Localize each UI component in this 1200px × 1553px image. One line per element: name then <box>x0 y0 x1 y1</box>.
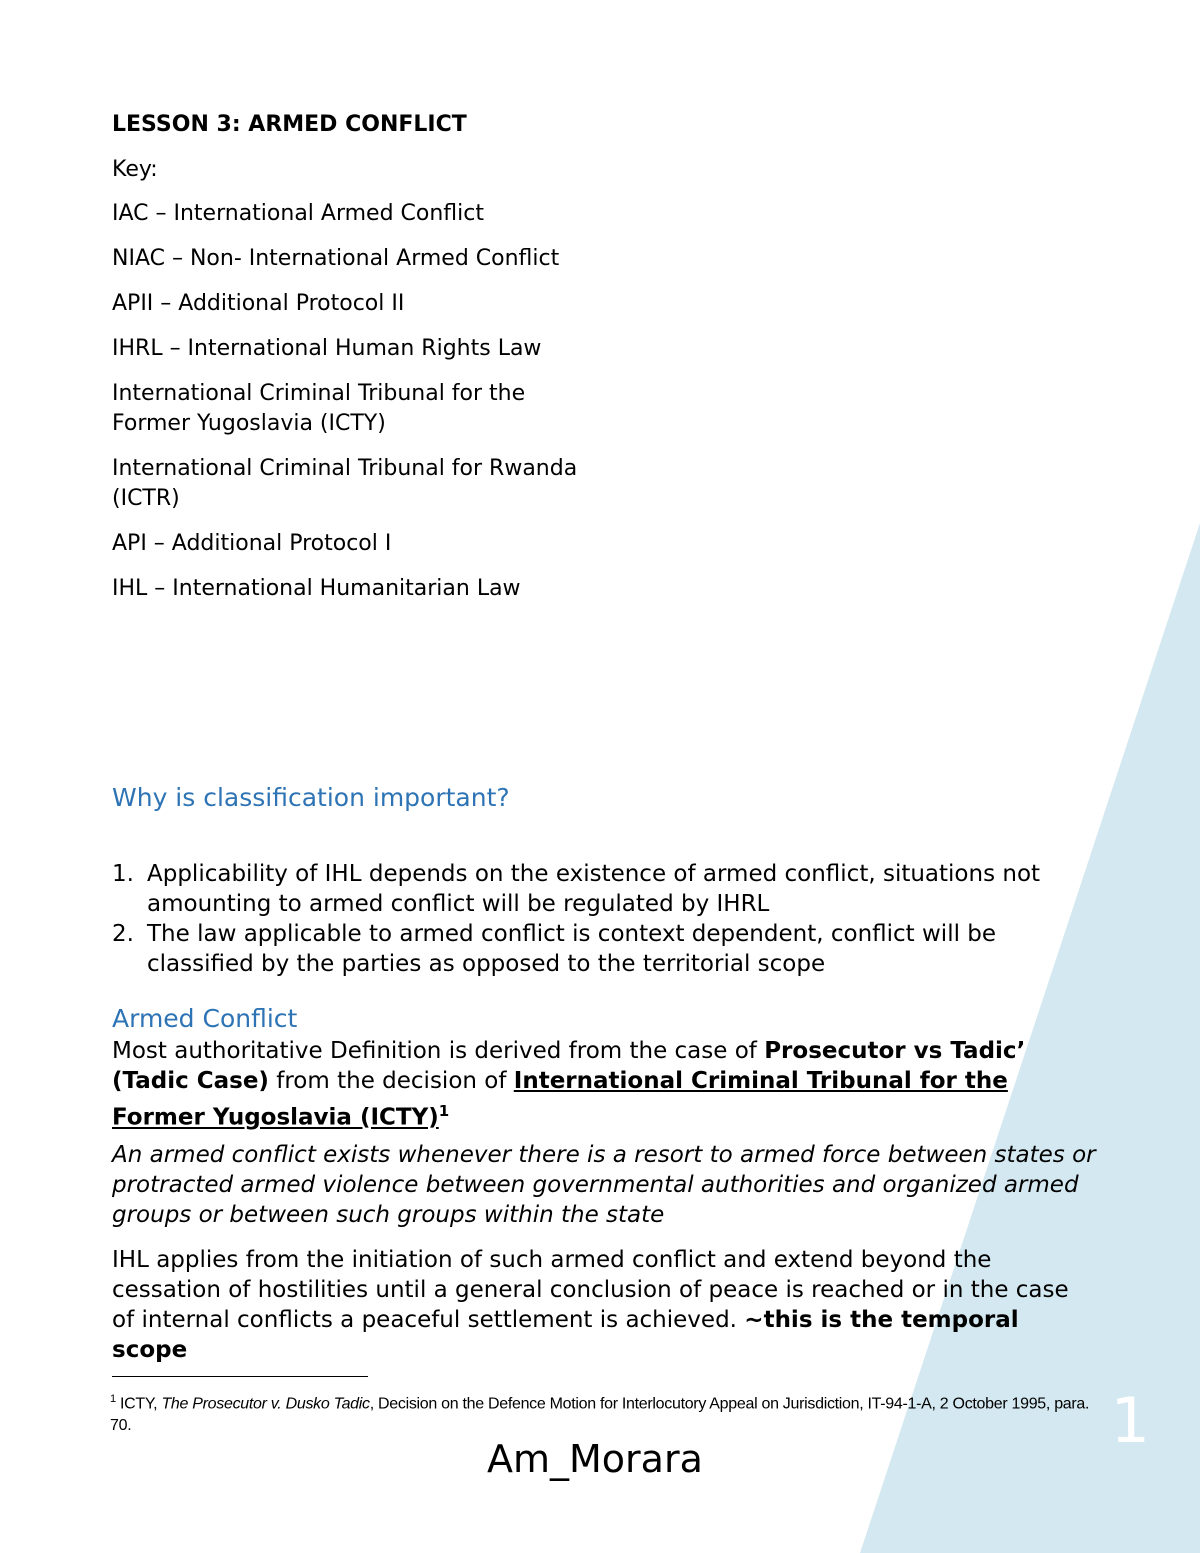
footnote-case: The Prosecutor v. Dusko Tadic <box>161 1395 370 1413</box>
ihl-text: IHL applies from the initiation of such armed conflict and extend beyond the cessation of hostilities until a general conclusion of peace is reached or in the case of internal conflicts a peaceful settlement is achieved. <box>112 1247 1069 1333</box>
reason-item <box>112 919 1092 979</box>
footnote-text: ICTY, <box>115 1395 162 1413</box>
reason-text: Applicability of IHL depends on the existence of armed conflict, situations not amounting to armed conflict will be regulated by IHRL <box>147 861 1041 917</box>
definition-text: Most authoritative Definition is derived from the case of <box>112 1038 765 1064</box>
key-item: API – Additional Protocol I <box>112 531 392 556</box>
definition-quote: An armed conflict exists whenever there is a resort to armed force between states or protracted armed violence between governmental authorities and organized armed groups or between such groups within the state <box>112 1142 1096 1228</box>
temporal-scope-note: ~this is the temporal scope <box>112 1307 1019 1363</box>
key-item: International Criminal Tribunal for the Former Yugoslavia (ICTY) <box>112 381 526 436</box>
reasons-list <box>112 859 1092 979</box>
page-number: 1 <box>1110 1384 1150 1457</box>
key-item: NIAC – Non- International Armed Conflict <box>112 246 560 271</box>
definition-text: from the decision of <box>268 1068 514 1094</box>
footnote-text: , Decision on the Defence Motion for Interlocutory Appeal on Jurisdiction, IT-94-1-A, 2 October 1995, para. 70. <box>110 1395 1090 1435</box>
reason-text: The law applicable to armed conflict is context dependent, conflict will be classified by the parties as opposed to the territorial scope <box>147 921 997 977</box>
footnote-separator <box>112 1376 368 1377</box>
reason-number: 2. <box>112 921 134 947</box>
key-item: IAC – International Armed Conflict <box>112 201 484 226</box>
ihl-paragraph <box>112 1245 1092 1365</box>
key-item: IHL – International Humanitarian Law <box>112 576 521 601</box>
footnote <box>110 1388 1100 1437</box>
key-item: IHRL – International Human Rights Law <box>112 336 542 361</box>
key-label: Key: <box>112 157 158 182</box>
footnote-ref[interactable]: 1 <box>438 1102 450 1120</box>
reason-number: 1. <box>112 861 134 887</box>
definition-paragraph <box>112 1036 1092 1133</box>
tribunal-name: International Criminal Tribunal for the Former Yugoslavia (ICTY) <box>112 1068 1008 1131</box>
key-item: International Criminal Tribunal for Rwanda (ICTR) <box>112 456 578 511</box>
case-name: Prosecutor vs Tadic’ (Tadic Case) <box>112 1038 1026 1094</box>
lesson-title: LESSON 3: ARMED CONFLICT <box>112 112 467 137</box>
reason-item <box>112 859 1092 919</box>
author-footer: Am_Morara <box>487 1437 703 1481</box>
why-classification-heading: Why is classification important? <box>112 783 510 812</box>
key-item: APII – Additional Protocol II <box>112 291 405 316</box>
armed-conflict-heading: Armed Conflict <box>112 1004 298 1033</box>
key-list <box>112 155 582 619</box>
footnote-mark: 1 <box>110 1393 116 1405</box>
